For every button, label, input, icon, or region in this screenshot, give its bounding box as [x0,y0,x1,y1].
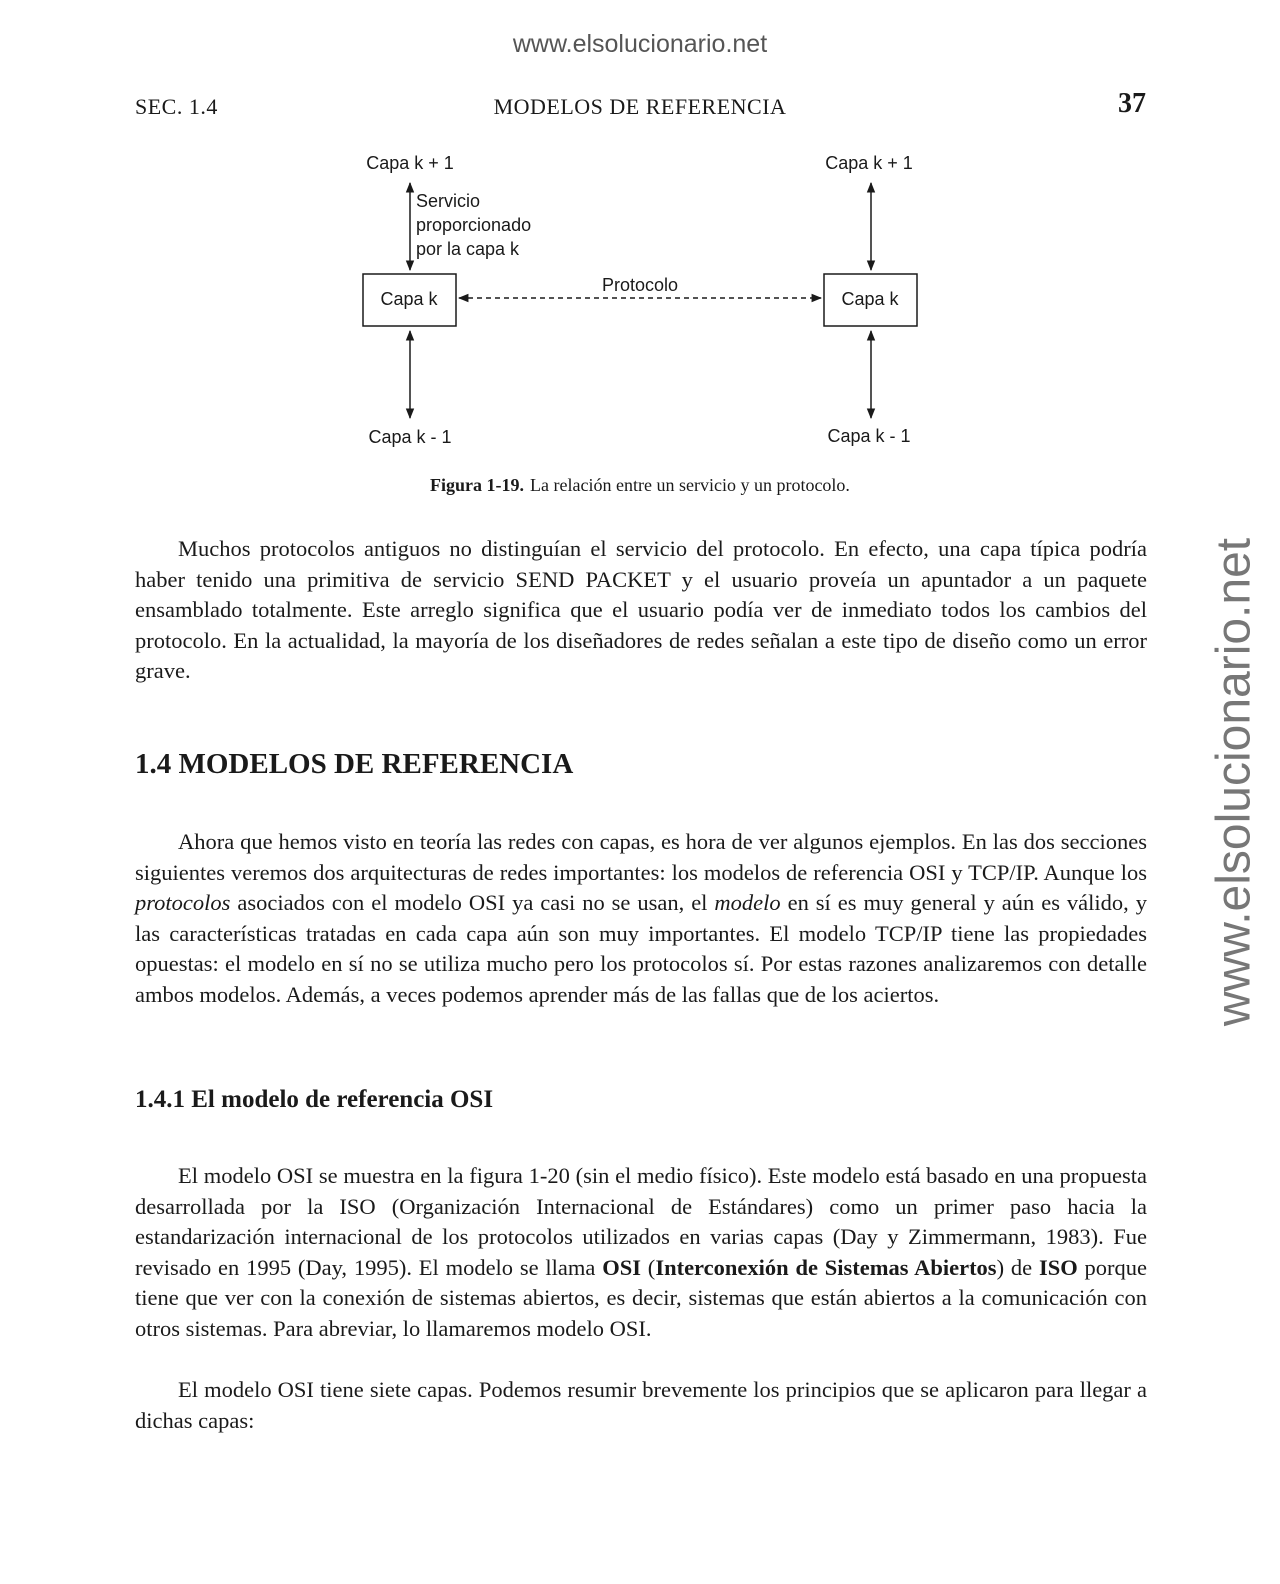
section-heading: 1.4 MODELOS DE REFERENCIA [135,748,574,780]
term-osi-expanded: Interconexión de Sistemas Abiertos [655,1254,997,1280]
term-osi: OSI [602,1254,641,1280]
right-top-label: Capa k + 1 [825,153,913,173]
right-bottom-label: Capa k - 1 [827,426,911,446]
figure-caption-label: Figura 1-19. [430,475,525,495]
protocol-label: Protocolo [601,275,679,295]
watermark-side: www.elsolucionario.net [1207,537,1261,1027]
subsection-heading: 1.4.1 El modelo de referencia OSI [135,1086,494,1113]
left-top-label: Capa k + 1 [366,153,454,173]
right-box-label: Capa k [841,289,899,309]
service-label-line-3: por la capa k [416,239,520,259]
service-label-line-1: Servicio [416,191,481,211]
term-iso: ISO [1038,1254,1078,1280]
emphasis-modelo: modelo [714,890,781,916]
figure-caption-text: La relación entre un servicio y un protocolo. [530,475,850,495]
service-label-line-2: proporcionado [416,215,532,235]
left-box-label: Capa k [380,289,438,309]
running-head-title: MODELOS DE REFERENCIA [493,94,787,119]
figure-caption [0,475,1280,496]
watermark-top: www.elsolucionario.net [512,30,768,58]
left-bottom-label: Capa k - 1 [368,427,452,447]
page-number: 37 [1118,88,1146,119]
paragraph-2: Ahora que hemos visto en teoría las redes con capas, es hora de ver algunos ejemplos. En las dos secciones siguientes veremos dos arquitecturas de redes importantes: los modelos de referencia OSI y TCP/IP. Aunque los protocolos asociados con el modelo OSI ya casi no se usan, el modelo en sí es muy general y aún es válido, y las características tratadas en cada capa aún son muy importantes. El modelo TCP/IP tiene las propiedades opuestas: el modelo en sí no se utiliza mucho pero los protocolos sí. Por estas razones analizaremos con detalle ambos modelos. Además, a veces podemos aprender más de las fallas que de los aciertos. [135,829,1147,1007]
paragraph-3: El modelo OSI se muestra en la figura 1-20 (sin el medio físico). Este modelo está basado en una propuesta desarrollada por la ISO (Organización Internacional de Estándares) como un primer paso hacia la estandarización internacional de los protocolos utilizados en varias capas (Day y Zimmermann, 1983). Fue revisado en 1995 (Day, 1995). El modelo se llama OSI (Interconexión de Sistemas Abiertos) de ISO porque tiene que ver con la conexión de sistemas abiertos, es decir, sistemas que están abiertos a la comunicación con otros sistemas. Para abreviar, lo llamaremos modelo OSI. [135,1163,1148,1341]
running-head-section: SEC. 1.4 [135,94,218,119]
service-protocol-figure [0,0,1280,470]
paragraph-4: El modelo OSI tiene siete capas. Podemos resumir brevemente los principios que se aplicaron para llegar a dichas capas: [135,1377,1147,1433]
paragraph-1: Muchos protocolos antiguos no distinguían el servicio del protocolo. En efecto, una capa típica podría haber tenido una primitiva de servicio SEND PACKET y el usuario proveía un apuntador a un paquete ensamblado totalmente. Este arreglo significa que el usuario podía ver de inmediato todos los cambios del protocolo. En la actualidad, la mayoría de los diseñadores de redes señalan a este tipo de diseño como un error grave. [135,536,1147,684]
emphasis-protocolos: protocolos [135,890,231,916]
